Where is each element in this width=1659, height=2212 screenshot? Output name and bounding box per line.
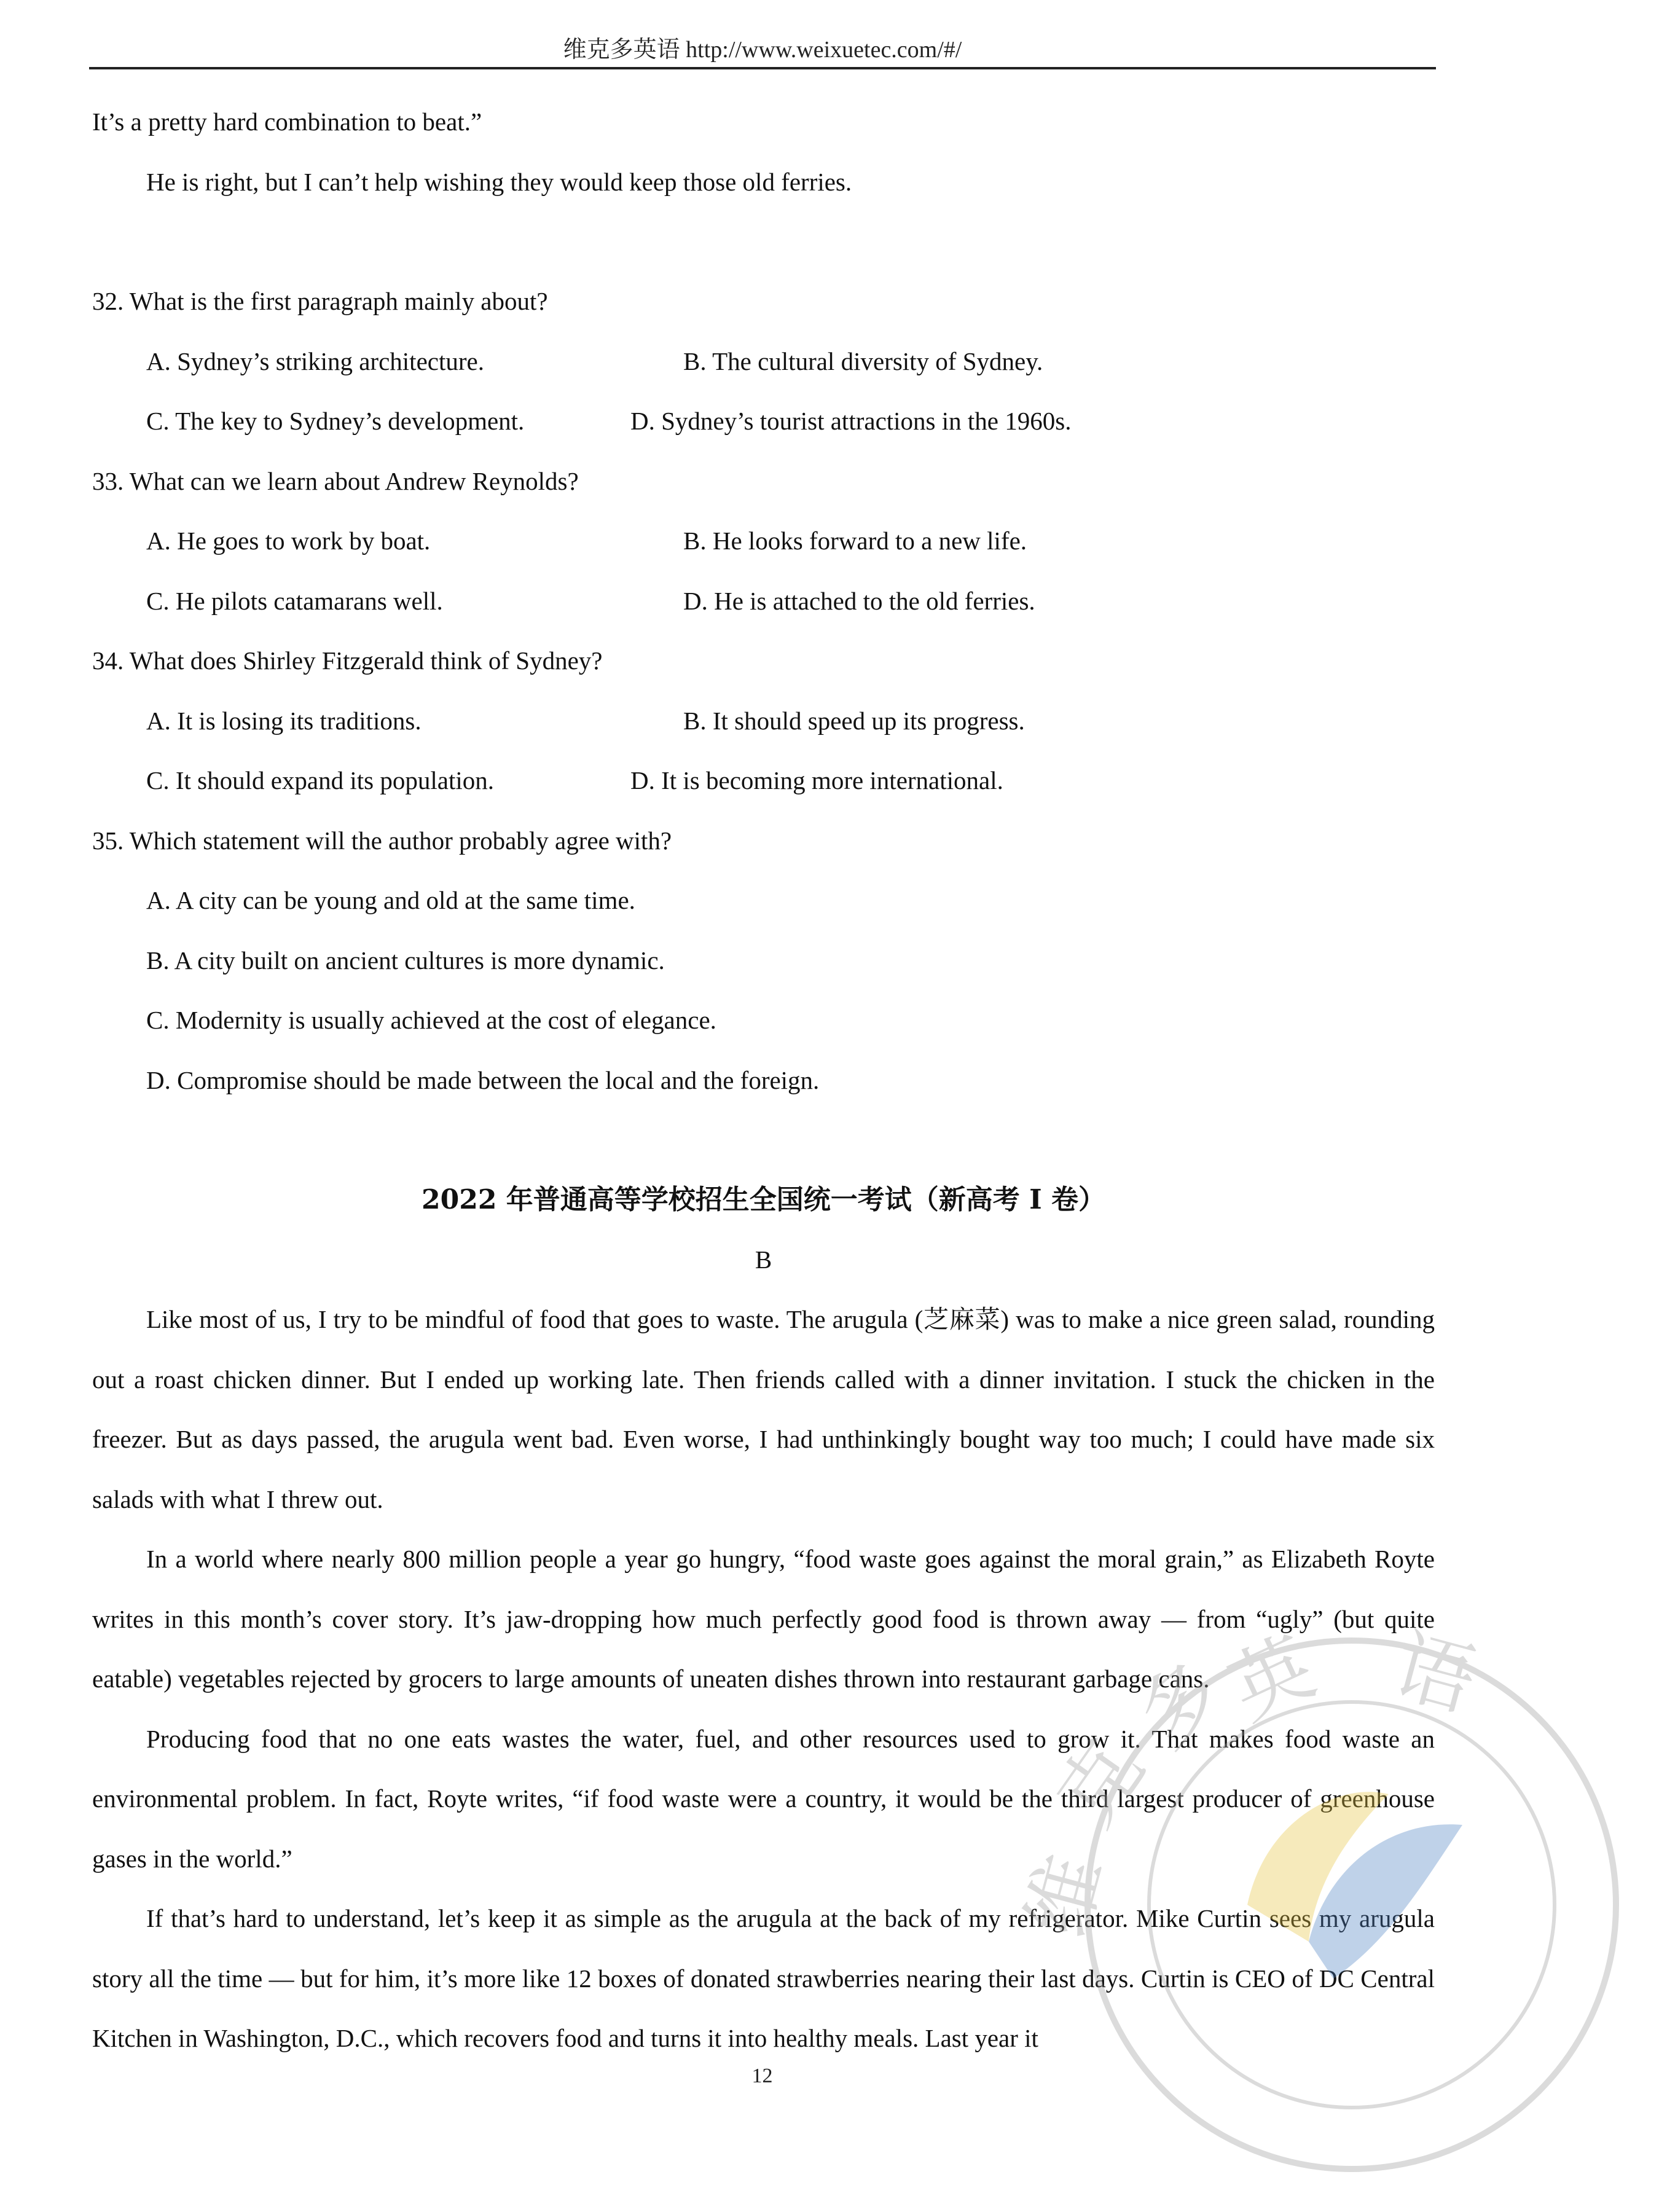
passage-tail-line-2: He is right, but I can’t help wishing they would keep those old ferries. (146, 167, 852, 196)
option-row (92, 391, 1435, 452)
question-stem: 33. What can we learn about Andrew Reynolds? (92, 466, 579, 495)
paragraph (92, 1889, 1435, 2069)
spacer (92, 1110, 1435, 1170)
option-c: C. The key to Sydney’s development. (146, 407, 525, 435)
svg-text:英: 英 (1215, 1619, 1328, 1738)
option-b: B. A city built on ancient cultures is more dynamic. (146, 946, 665, 975)
paragraph (92, 1709, 1435, 1889)
question-stem: 34. What does Shirley Fitzgerald think of Sydney? (92, 646, 603, 675)
option-a: A. Sydney’s striking architecture. (146, 347, 484, 375)
page-header (89, 32, 1436, 68)
option-d: D. Sydney’s tourist attractions in the 1960s. (630, 407, 1072, 435)
paragraph-text: Producing food that no one eats wastes the water, fuel, and other resources used to grow it. That makes food waste an environmental problem. In fact, Royte writes, “if food waste were a country, it would be the third largest producer of greenhouse gases in the world.” (92, 1724, 1435, 1873)
svg-text:维: 维 (1010, 1845, 1121, 1947)
paragraph (92, 1529, 1435, 1709)
header-divider (89, 67, 1436, 69)
section-title: 2022 年普通高等学校招生全国统一考试（新高考 I 卷） (422, 1184, 1105, 1215)
option-c: C. Modernity is usually achieved at the cost of elegance. (146, 1006, 716, 1034)
option-d: D. Compromise should be made between the local and the foreign. (146, 1065, 820, 1094)
option-b: B. The cultural diversity of Sydney. (683, 347, 1043, 375)
option-c: C. It should expand its population. (146, 766, 494, 794)
section-letter: B (755, 1245, 772, 1274)
paragraph-text: In a world where nearly 800 million people a year go hungry, “food waste goes against the moral grain,” as Elizabeth Royte writes in this month’s cover story. It’s jaw-dropping how much perfectly good food is thrown away — from “ugly” (but quite eatable) vegetables rejected by grocers to large amounts of uneaten dishes thrown into restaurant garbage cans. (92, 1545, 1435, 1693)
question-stem: 35. Which statement will the author probably agree with? (92, 826, 672, 855)
option-row (92, 511, 1435, 571)
svg-text:多: 多 (1120, 1642, 1241, 1766)
paragraph-text: If that’s hard to understand, let’s keep it as simple as the arugula at the back of my refrigerator. Mike Curtin sees my arugula story all the time — but for him, it’s more like 12 boxes of donated strawberries nearing their last days. Curtin is CEO of DC Central Kitchen in Washington, D.C., which recovers food and turns it into healthy meals. Last year it (92, 1904, 1435, 2052)
option-row (92, 332, 1435, 392)
option-a: A. It is losing its traditions. (146, 706, 422, 735)
option-b: B. He looks forward to a new life. (683, 527, 1027, 555)
option-row (92, 691, 1435, 751)
option-c: C. He pilots catamarans well. (146, 586, 443, 615)
passage-tail-line-1: It’s a pretty hard combination to beat.” (92, 108, 482, 136)
option-row (92, 571, 1435, 632)
option-d: D. It is becoming more international. (630, 766, 1003, 794)
option-row (92, 751, 1435, 811)
svg-text:克: 克 (1038, 1723, 1161, 1842)
site-name: 维克多英语 (563, 37, 680, 63)
site-url: http://www.weixuetec.com/#/ (686, 37, 962, 63)
page-content (92, 92, 1435, 2069)
page-number: 12 (751, 2065, 773, 2087)
option-d: D. He is attached to the old ferries. (683, 586, 1035, 615)
option-a: A. A city can be young and old at the same time. (146, 886, 635, 914)
option-a: A. He goes to work by boat. (146, 527, 431, 555)
paragraph (92, 1290, 1435, 1529)
spacer (92, 212, 1435, 272)
paragraph-text: Like most of us, I try to be mindful of food that goes to waste. The arugula (芝麻菜) was to make a nice green salad, rounding out a roast chicken dinner. But I ended up working late. Then friends called with a dinner invitation. I stuck the chicken in the freezer. But as days passed, the arugula went bad. Even worse, I had unthinkingly bought way too much; I could have made six salads with what I threw out. (92, 1305, 1435, 1513)
svg-text:语: 语 (1383, 1618, 1485, 1729)
question-stem: 32. What is the first paragraph mainly about? (92, 287, 548, 315)
option-b: B. It should speed up its progress. (683, 706, 1025, 735)
